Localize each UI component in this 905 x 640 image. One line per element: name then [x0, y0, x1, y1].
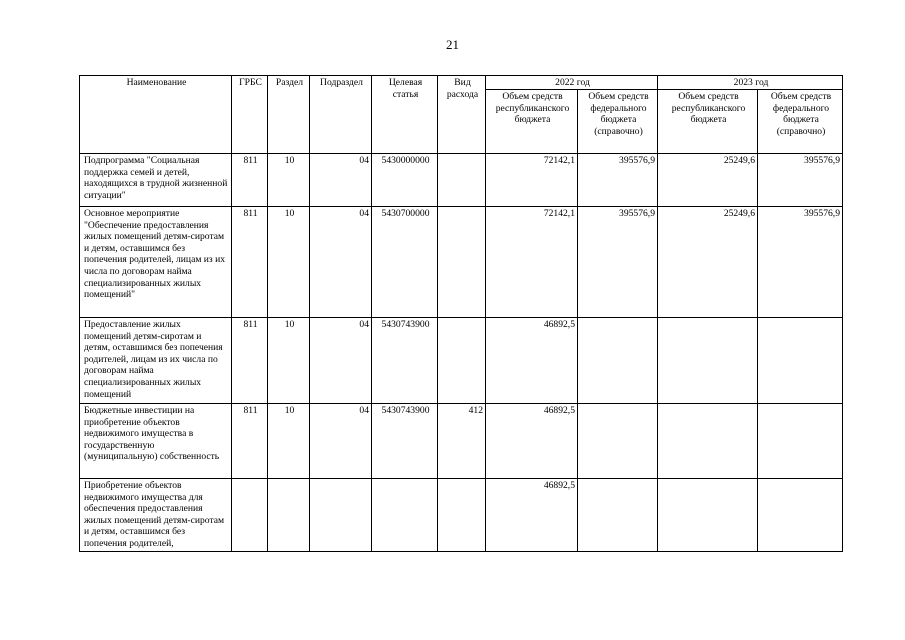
header-year-2022: 2022 год [486, 76, 658, 90]
row-section: 10 [268, 154, 310, 207]
header-year-2023: 2023 год [658, 76, 843, 90]
row-subsection [310, 479, 372, 552]
table-row [80, 318, 843, 404]
row-fed-2023 [758, 318, 843, 404]
row-target: 5430700000 [372, 207, 438, 318]
row-rep-2023: 25249,6 [658, 154, 758, 207]
row-expense-type [438, 318, 486, 404]
table-row [80, 154, 843, 207]
row-name: Предоставление жилых помещений детям-сиротам и детям, оставшимся без попечения родителей, лицам из их числа по договорам найма специализированных жилых помещений [80, 318, 232, 404]
row-fed-2022 [578, 404, 658, 479]
row-name: Основное мероприятие "Обеспечение предоставления жилых помещений детям-сиротам и детям, оставшимся без попечения родителей, лицам из их числа по договорам найма специализированных жилых помещений" [80, 207, 232, 318]
row-name: Подпрограмма "Социальная поддержка семей и детей, находящихся в трудной жизненной ситуации" [80, 154, 232, 207]
row-fed-2022: 395576,9 [578, 154, 658, 207]
row-grbs: 811 [232, 154, 268, 207]
row-target: 5430743900 [372, 318, 438, 404]
row-expense-type [438, 479, 486, 552]
row-fed-2023 [758, 404, 843, 479]
row-section: 10 [268, 318, 310, 404]
row-expense-type: 412 [438, 404, 486, 479]
header-name: Наименование [80, 76, 232, 154]
row-subsection: 04 [310, 318, 372, 404]
table-row [80, 404, 843, 479]
row-rep-2023: 25249,6 [658, 207, 758, 318]
row-fed-2022 [578, 318, 658, 404]
row-subsection: 04 [310, 404, 372, 479]
row-section: 10 [268, 404, 310, 479]
header-rep-2022: Объем средств республиканского бюджета [486, 90, 578, 154]
header-expense-type: Вид расхода [438, 76, 486, 154]
row-target: 5430000000 [372, 154, 438, 207]
header-subsection: Подраздел [310, 76, 372, 154]
row-name: Бюджетные инвестиции на приобретение объектов недвижимого имущества в государственную (муниципальную) собственность [80, 404, 232, 479]
header-rep-2023: Объем средств республиканского бюджета [658, 90, 758, 154]
row-section: 10 [268, 207, 310, 318]
row-rep-2023 [658, 479, 758, 552]
row-grbs [232, 479, 268, 552]
row-subsection: 04 [310, 207, 372, 318]
row-fed-2023: 395576,9 [758, 154, 843, 207]
row-expense-type [438, 154, 486, 207]
table-row [80, 207, 843, 318]
row-fed-2022: 395576,9 [578, 207, 658, 318]
row-fed-2023: 395576,9 [758, 207, 843, 318]
row-rep-2022: 72142,1 [486, 154, 578, 207]
row-target [372, 479, 438, 552]
header-fed-2022: Объем средств федерального бюджета (справочно) [578, 90, 658, 154]
row-name: Приобретение объектов недвижимого имущества для обеспечения предоставления жилых помещений детям-сиротам и детям, оставшимся без попечения родителей, [80, 479, 232, 552]
row-grbs: 811 [232, 404, 268, 479]
header-section: Раздел [268, 76, 310, 154]
budget-table [79, 75, 843, 552]
row-rep-2022: 46892,5 [486, 318, 578, 404]
table-row [80, 479, 843, 552]
row-target: 5430743900 [372, 404, 438, 479]
row-rep-2023 [658, 318, 758, 404]
header-target: Целевая статья [372, 76, 438, 154]
row-grbs: 811 [232, 207, 268, 318]
row-subsection: 04 [310, 154, 372, 207]
row-expense-type [438, 207, 486, 318]
row-rep-2022: 46892,5 [486, 479, 578, 552]
page-number: 21 [446, 37, 459, 52]
row-rep-2022: 46892,5 [486, 404, 578, 479]
row-grbs: 811 [232, 318, 268, 404]
row-rep-2023 [658, 404, 758, 479]
header-grbs: ГРБС [232, 76, 268, 154]
row-fed-2023 [758, 479, 843, 552]
row-fed-2022 [578, 479, 658, 552]
row-section [268, 479, 310, 552]
header-fed-2023: Объем средств федерального бюджета (справочно) [758, 90, 843, 154]
row-rep-2022: 72142,1 [486, 207, 578, 318]
